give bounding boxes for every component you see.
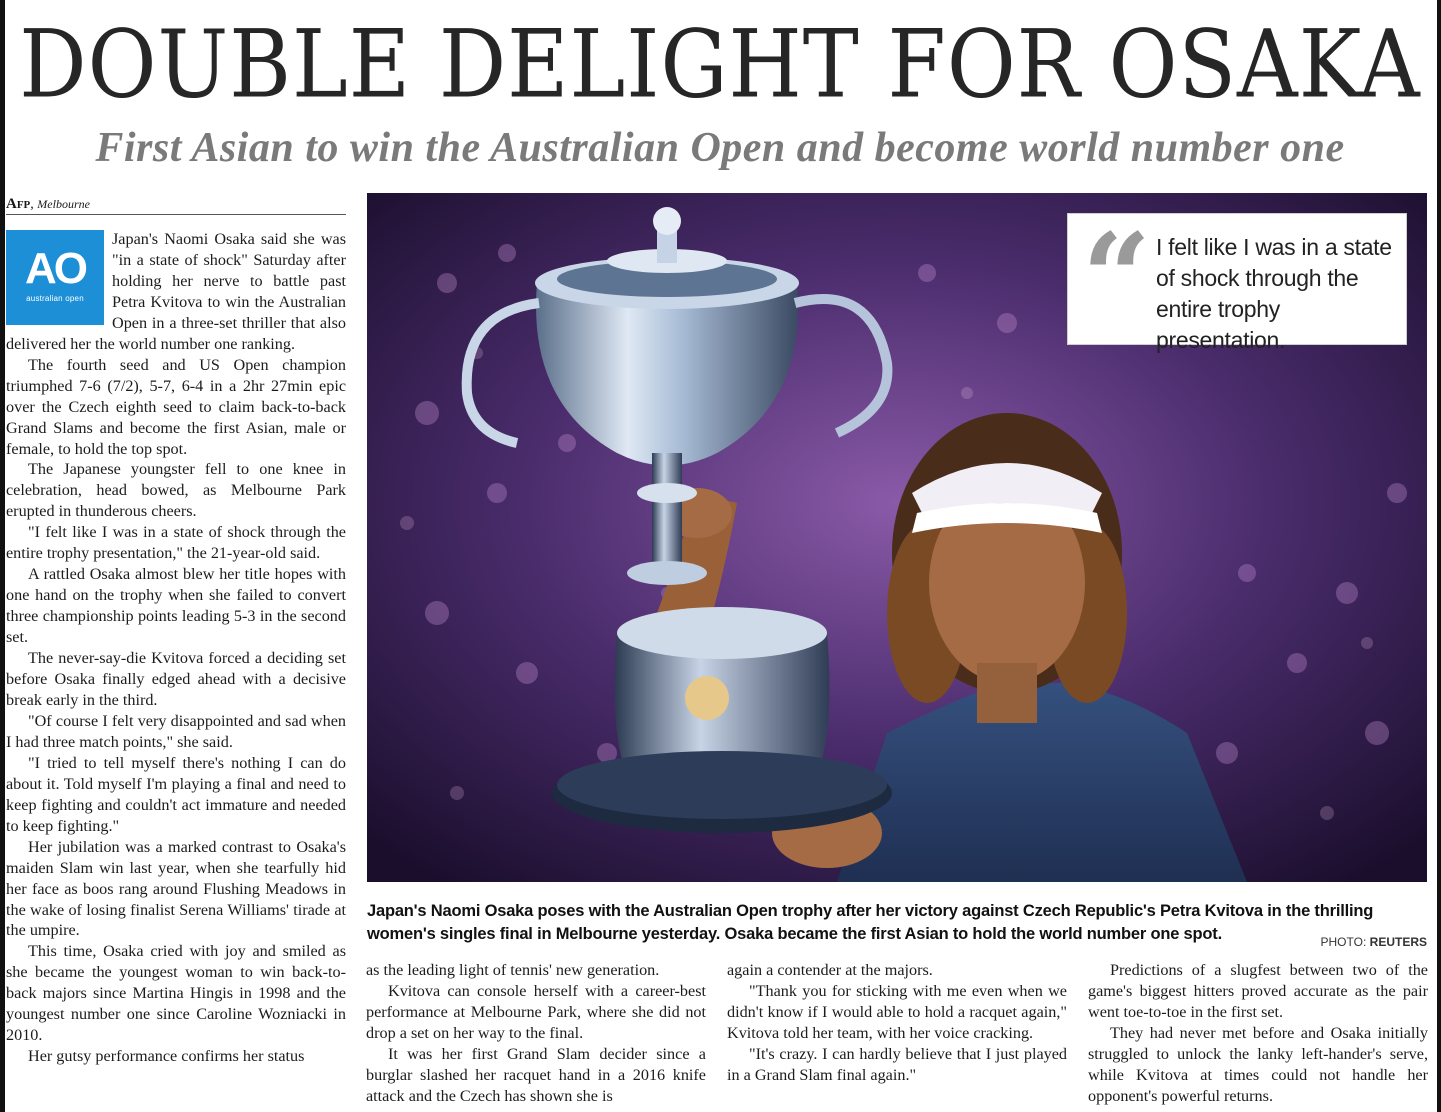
pull-quote — [1067, 207, 1407, 353]
article-paragraph: This time, Osaka cried with joy and smiled as she became the youngest woman to win back-to-back majors since Martina Hingis in 1998 and the youngest number one since Caroline Wozniacki in 2010. — [6, 942, 346, 1045]
dateline — [6, 194, 346, 215]
article-column-2 — [366, 960, 706, 1112]
article-column-4 — [1088, 960, 1428, 1112]
photo-credit-label: PHOTO: — [1320, 935, 1367, 949]
headline: DOUBLE DELIGHT FOR OSAKA — [19, 9, 1421, 119]
logo-spacer — [6, 229, 112, 331]
photo-caption: Japan's Naomi Osaka poses with the Australian Open trophy after her victory against Czech Republic's Petra Kvitova in the thrilling women's singles final in Melbourne yesterday. Osaka became the first Asian to hold the world number one spot. — [367, 902, 1374, 943]
article-paragraph: The never-say-die Kvitova forced a deciding set before Osaka finally edged ahead with a decisive break early in the third. — [6, 649, 346, 709]
page-edge-right — [1437, 0, 1441, 1112]
article-paragraph: They had never met before and Osaka initially struggled to unlock the lanky left-hander's serve, while Kvitova at times could not handle her opponent's powerful returns. — [1088, 1023, 1428, 1105]
article-paragraph: The fourth seed and US Open champion triumphed 7-6 (7/2), 5-7, 6-4 in a 2hr 27min epic over the Czech eighth seed to claim back-to-back Grand Slams and become the first Asian, male or female, to hold the top spot. — [6, 355, 346, 458]
dateline-agency: Afp — [6, 196, 31, 212]
photo-credit-source: REUTERS — [1369, 935, 1427, 949]
article-paragraph: Her jubilation was a marked contrast to Osaka's maiden Slam win last year, when she tearfully hid her face as boos rang around Flushing Meadows in the wake of losing finalist Serena Williams' tirade at the umpire. — [6, 837, 346, 940]
article-column-3 — [727, 960, 1067, 1112]
article-paragraph: "Of course I felt very disappointed and sad when I had three match points," she said. — [6, 711, 346, 751]
article-paragraph: "Thank you for sticking with me even when we didn't know if I would able to hold a racquet again," Kvitova told her team, with her voice cracking. — [727, 981, 1067, 1042]
subhead: First Asian to win the Australian Open and become world number one — [95, 125, 1345, 171]
article-paragraph: as the leading light of tennis' new generation. — [366, 961, 660, 979]
pull-quote-text: I felt like I was in a state of shock through the entire trophy presentation. — [1156, 234, 1392, 353]
quote-mark-icon: “ — [1082, 207, 1152, 348]
article-column-1 — [6, 229, 346, 1112]
article-paragraph: Kvitova can console herself with a career-best performance at Melbourne Park, where she did not drop a set on her way to the final. — [366, 981, 706, 1042]
article-paragraph: Japan's Naomi Osaka said she was "in a state of shock" Saturday after holding her nerve to battle past Petra Kvitova to win the Australian Open in a three-set thriller that also delivered her the world number one ranking. — [6, 230, 346, 353]
page-edge-left — [0, 0, 5, 1112]
dateline-separator: , — [30, 197, 34, 212]
article-paragraph: Her gutsy performance confirms her status — [28, 1047, 305, 1066]
article-paragraph: again a contender at the majors. — [727, 961, 933, 979]
article-paragraph: The Japanese youngster fell to one knee in celebration, head bowed, as Melbourne Park erupted in thunderous cheers. — [6, 460, 346, 521]
australian-open-logo-text: australian open — [26, 294, 84, 303]
article-paragraph: Predictions of a slugfest between two of the game's biggest hitters proved accurate as the pair went toe-to-toe in the first set. — [1088, 961, 1428, 1021]
article-paragraph: "It's crazy. I can hardly believe that I just played in a Grand Slam final again." — [727, 1044, 1067, 1084]
australian-open-logo-mark: AO — [25, 244, 85, 293]
photo-credit — [1227, 934, 1427, 950]
article-paragraph: "I felt like I was in a state of shock through the entire trophy presentation," the 21-year-old said. — [6, 523, 346, 563]
article-paragraph: It was her first Grand Slam decider since a burglar slashed her racquet hand in a 2016 knife attack and the Czech has shown she is — [366, 1044, 706, 1105]
article-paragraph: "I tried to tell myself there's nothing I can do about it. Told myself I'm playing a final and need to keep fighting and couldn't act immature and needed to keep fighting." — [6, 753, 346, 835]
dateline-place: Melbourne — [37, 197, 90, 211]
article-paragraph: A rattled Osaka almost blew her title hopes with one hand on the trophy when she failed to convert three championship points leading 5-3 in the second set. — [6, 565, 346, 647]
